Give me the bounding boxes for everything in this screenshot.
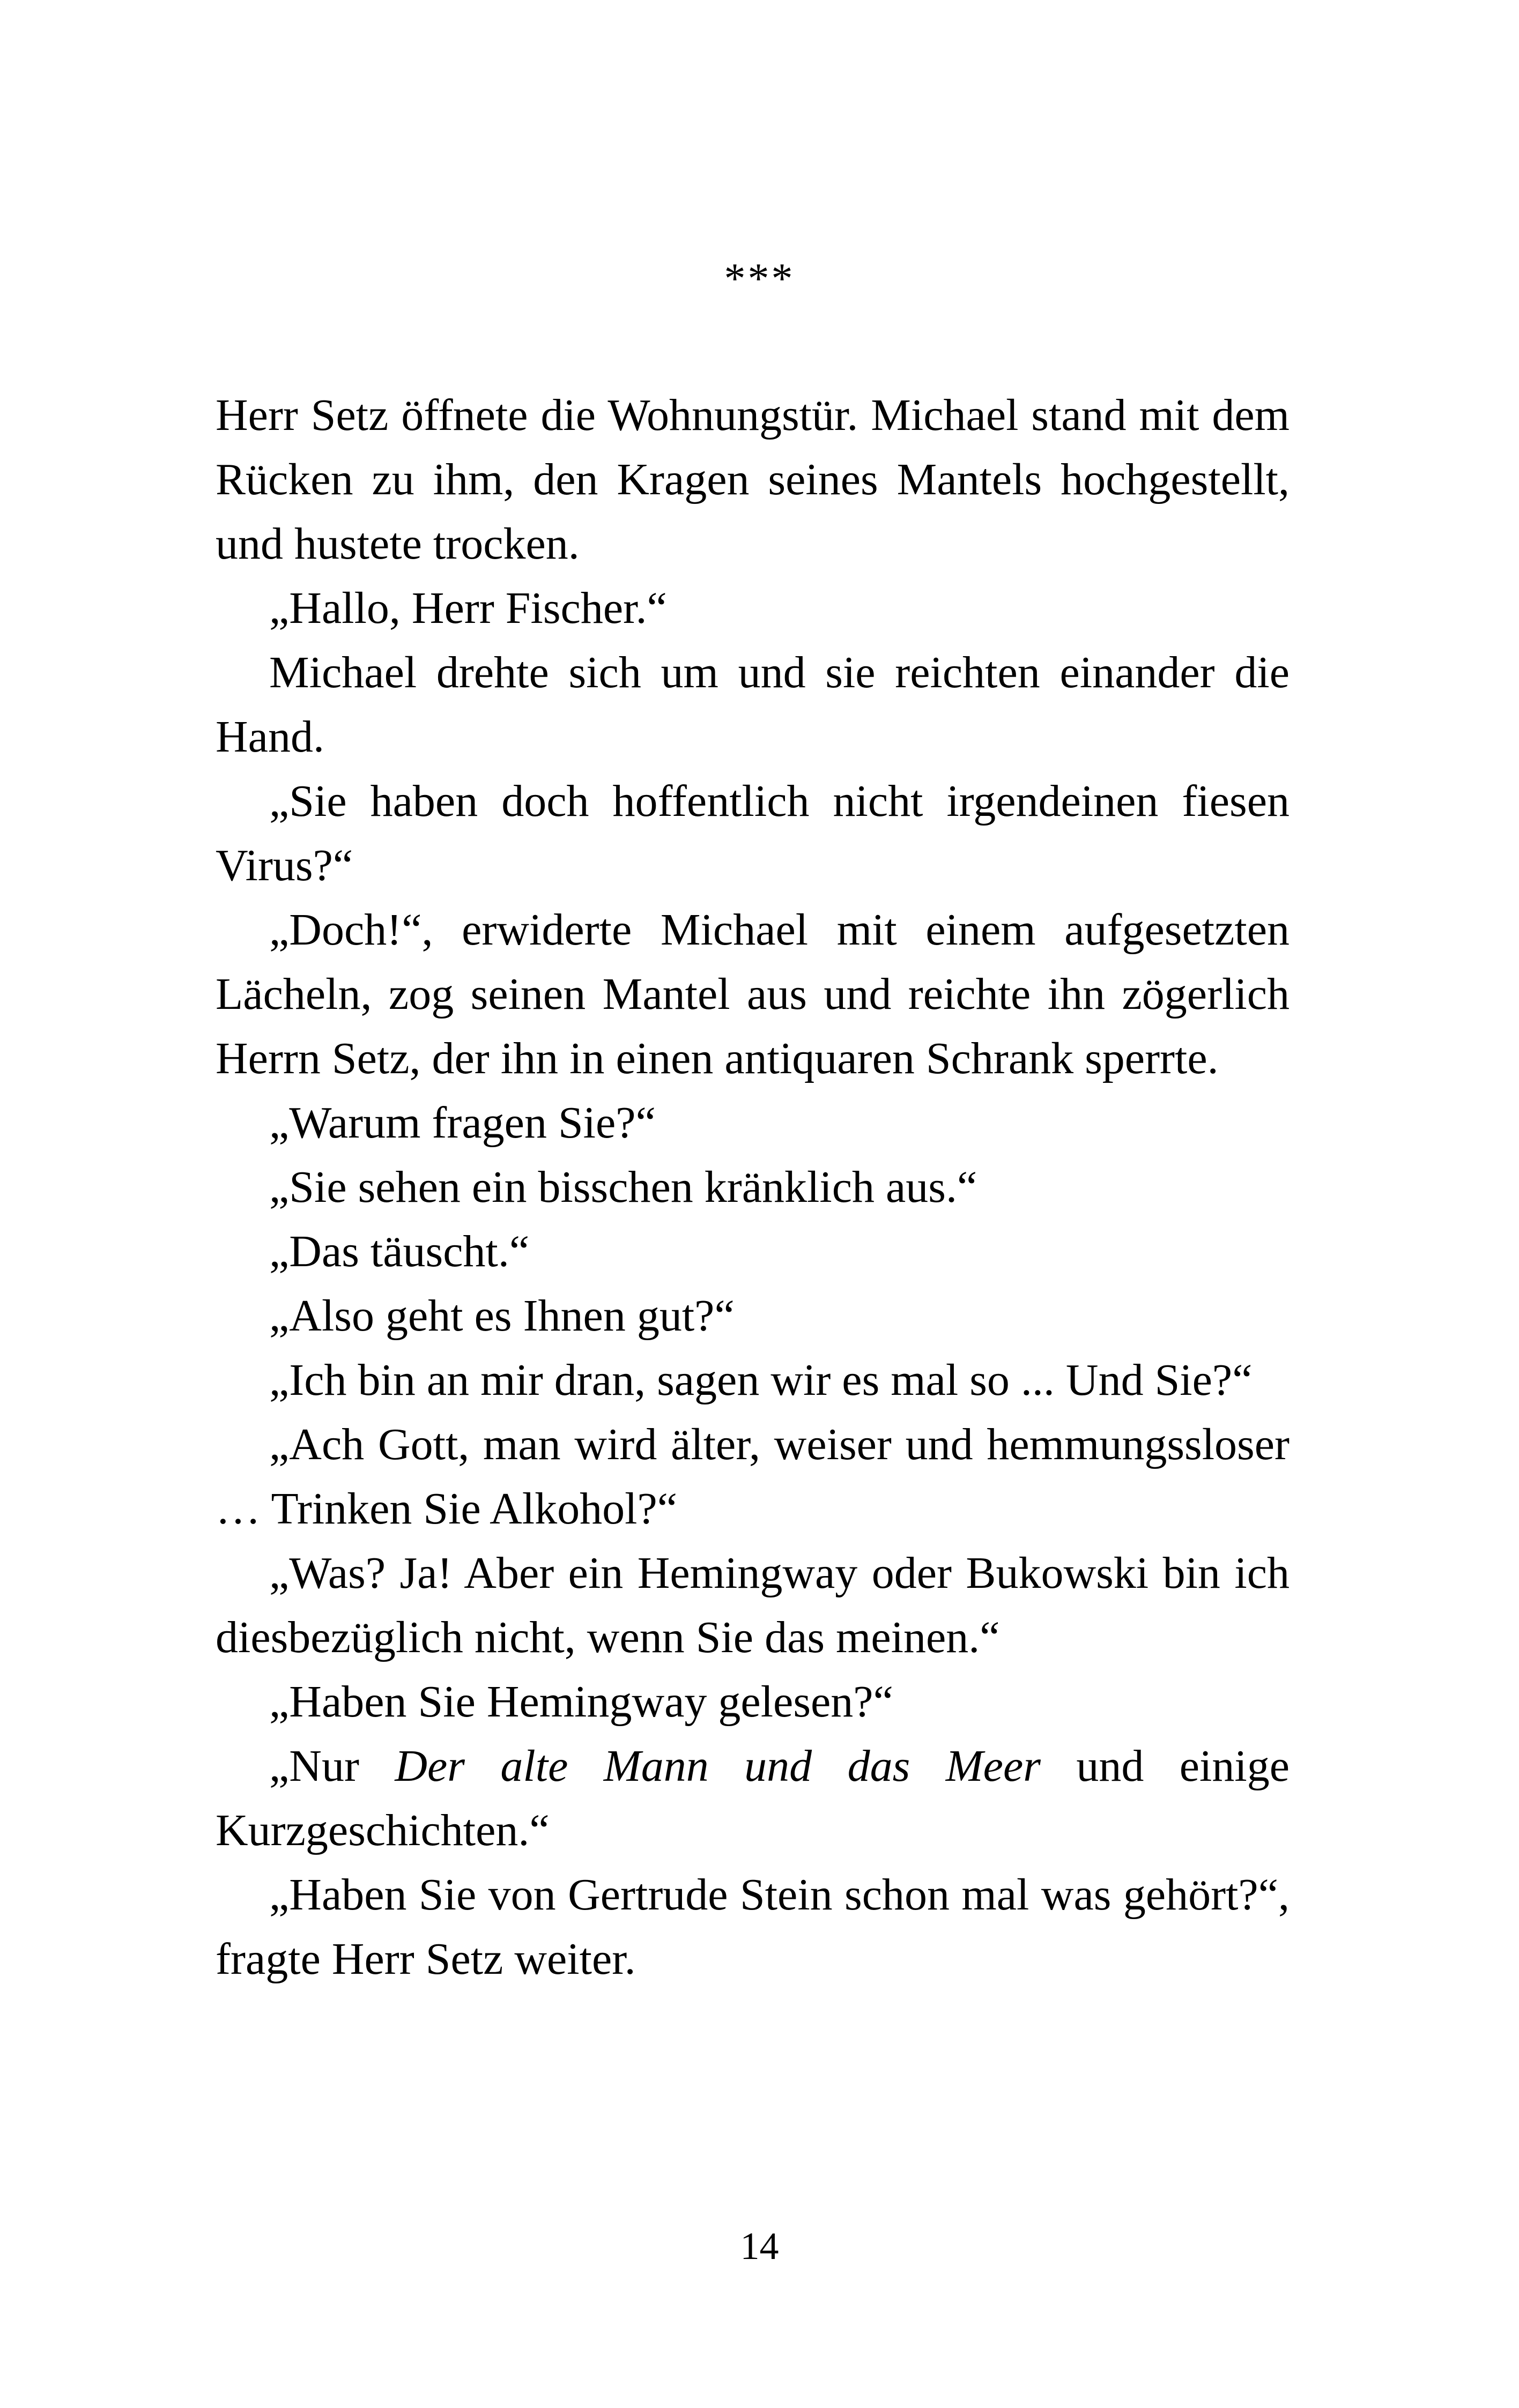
paragraph: „Sie haben doch hoffentlich nicht irgendeinen fiesen Virus?“ — [216, 776, 1290, 890]
paragraph-text: „Nur — [269, 1741, 395, 1791]
paragraph — [216, 1734, 1290, 1863]
book-title-italic: Der alte Mann und das Meer — [395, 1741, 1041, 1791]
paragraph: „Ich bin an mir dran, sagen wir es mal so ... Und Sie?“ — [269, 1355, 1253, 1405]
paragraph: „Hallo, Herr Fischer.“ — [269, 583, 667, 633]
paragraph: Herr Setz öffnete die Wohnungstür. Michael stand mit dem Rücken zu ihm, den Kragen seines Mantels hochgestellt, und hustete trocken. — [216, 390, 1290, 569]
paragraph-text: und einige Kurzgeschichten.“ — [216, 1741, 1290, 1855]
paragraph: „Was? Ja! Aber ein Hemingway oder Bukowski bin ich diesbezüglich nicht, wenn Sie das meinen.“ — [216, 1548, 1290, 1662]
paragraph: „Warum fragen Sie?“ — [269, 1098, 656, 1148]
body-text — [216, 383, 1290, 1991]
page-number: 14 — [740, 2225, 779, 2268]
paragraph: „Haben Sie Hemingway gelesen?“ — [269, 1677, 893, 1727]
section-separator: *** — [724, 255, 795, 302]
paragraph: Michael drehte sich um und sie reichten einander die Hand. — [216, 648, 1290, 762]
paragraph: „Sie sehen ein bisschen kränklich aus.“ — [269, 1162, 977, 1212]
paragraph: „Also geht es Ihnen gut?“ — [269, 1291, 735, 1341]
paragraph: „Ach Gott, man wird älter, weiser und hemmungssloser … Trinken Sie Alkohol?“ — [216, 1419, 1290, 1534]
paragraph: „Das täuscht.“ — [269, 1227, 530, 1276]
paragraph: „Doch!“, erwiderte Michael mit einem aufgesetzten Lächeln, zog seinen Mantel aus und reichte ihn zögerlich Herrn Setz, der ihn in einen antiquaren Schrank sperrte. — [216, 905, 1290, 1083]
paragraph: „Haben Sie von Gertrude Stein schon mal was gehört?“, fragte Herr Setz weiter. — [216, 1870, 1290, 1984]
